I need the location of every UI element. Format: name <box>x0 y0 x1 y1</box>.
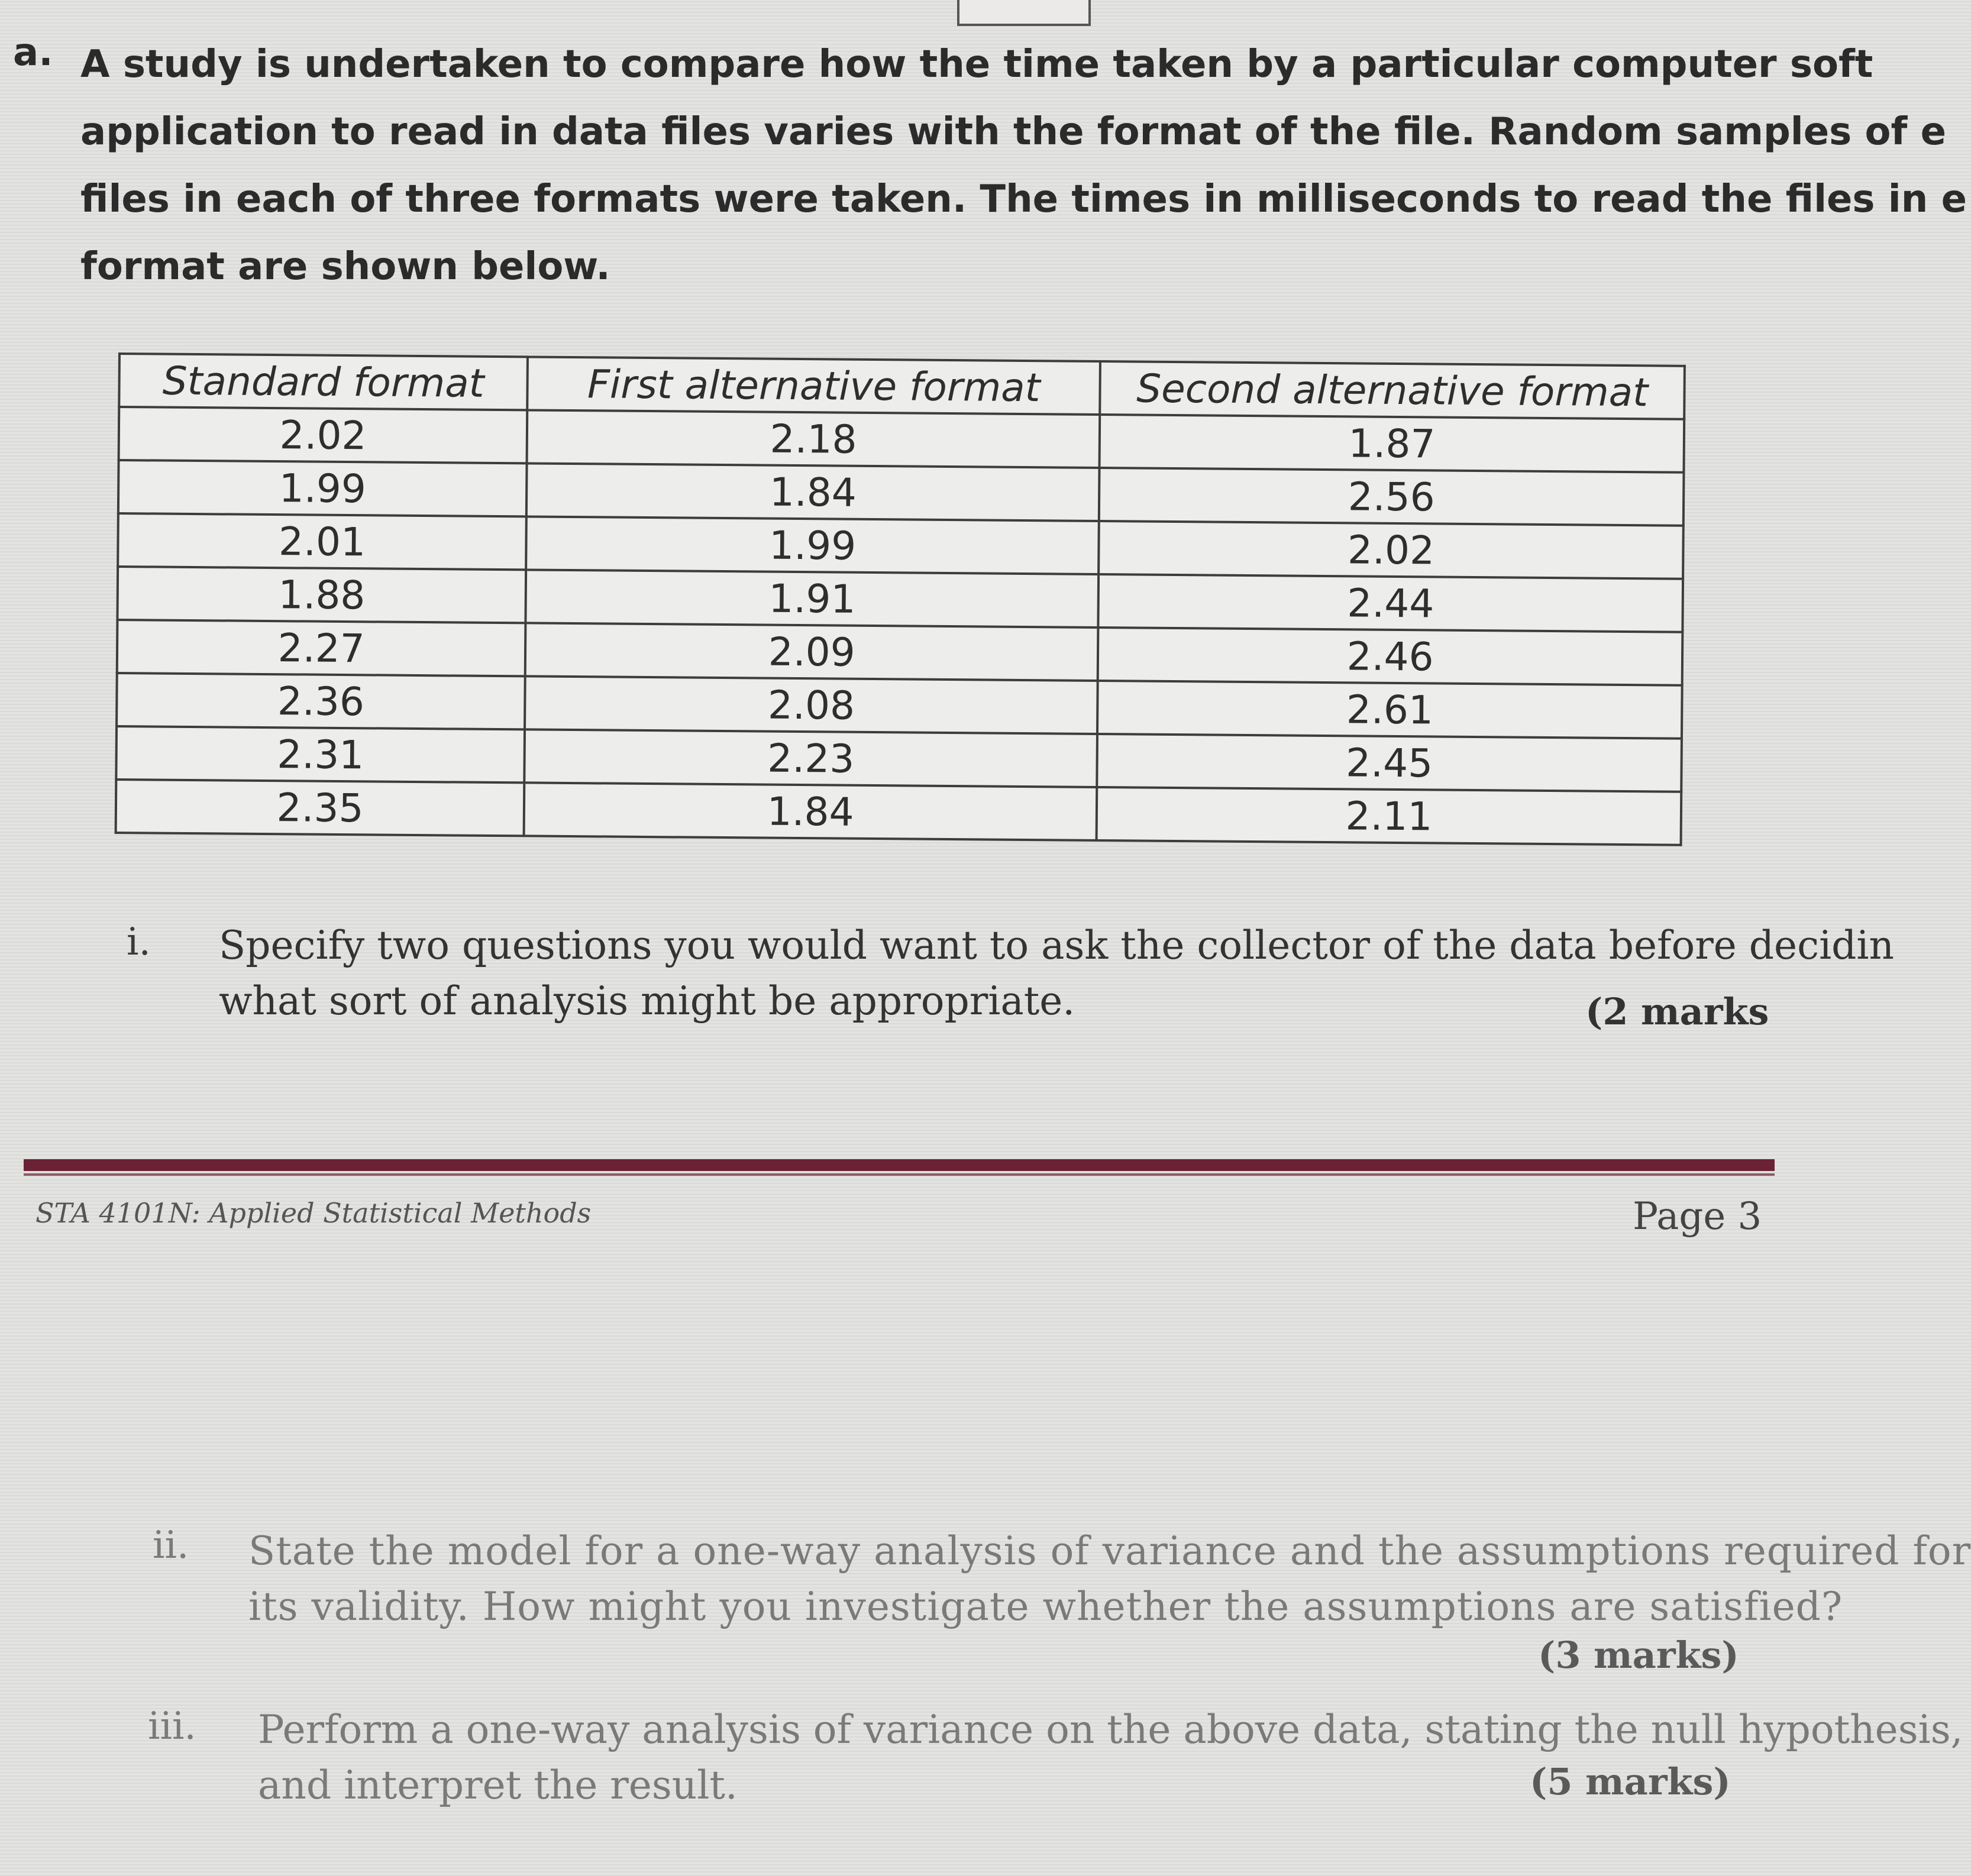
subquestion-number-ii: ii. <box>153 1524 189 1567</box>
table-cell: 2.36 <box>117 673 525 729</box>
table-cell: 2.01 <box>118 513 526 570</box>
table-cell: 1.88 <box>117 567 526 623</box>
table-cell: 1.84 <box>526 463 1100 521</box>
data-table <box>115 352 1686 846</box>
subquestion-line: Specify two questions you would want to ask the collector of the data before decidin <box>219 923 1895 968</box>
table-cell: 2.09 <box>525 623 1098 681</box>
subquestion-line: and interpret the result. <box>258 1762 738 1808</box>
table-cell: 2.18 <box>527 410 1100 468</box>
intro-line: application to read in data files varies with the format of the file. Random samples of e <box>80 110 1946 154</box>
intro-line: A study is undertaken to compare how the time taken by a particular computer soft <box>80 43 1873 86</box>
subquestion-marks-iii: (5 marks) <box>1530 1760 1731 1803</box>
table-cell: 2.56 <box>1099 468 1684 526</box>
table-cell: 2.61 <box>1097 681 1682 739</box>
column-header-first-alternative: First alternative format <box>527 357 1100 415</box>
intro-line: format are shown below. <box>80 245 610 289</box>
table-cell: 2.27 <box>117 620 526 676</box>
intro-line: files in each of three formats were taken. The times in milliseconds to read the files in e <box>80 177 1967 221</box>
subquestion-marks-i: (2 marks <box>1585 990 1769 1033</box>
subquestion-line: its validity. How might you investigate whether the assumptions are satisfied? <box>248 1584 1843 1629</box>
column-header-standard: Standard format <box>119 354 528 410</box>
table-cell: 2.11 <box>1097 787 1681 845</box>
table-cell: 2.31 <box>116 726 525 782</box>
table-cell: 2.02 <box>119 407 528 463</box>
table-cell: 2.35 <box>116 779 525 836</box>
subquestion-number-i: i. <box>127 920 151 964</box>
footer-rule <box>24 1159 1775 1171</box>
table-cell: 2.23 <box>524 729 1097 787</box>
question-intro <box>80 31 1967 300</box>
table-cell: 1.87 <box>1100 415 1684 473</box>
table-cell: 2.44 <box>1098 574 1683 632</box>
question-label: a. <box>13 31 53 75</box>
table-cell: 2.08 <box>525 676 1098 734</box>
table-cell: 1.91 <box>526 570 1099 628</box>
subquestion-line: what sort of analysis might be appropriate. <box>219 978 1075 1024</box>
subquestion-line: State the model for a one-way analysis of variance and the assumptions required for <box>248 1528 1971 1574</box>
subquestion-line: Perform a one-way analysis of variance on the above data, stating the null hypothesis, <box>258 1707 1963 1752</box>
footer-page-number: Page 3 <box>1633 1195 1762 1238</box>
subquestion-text-ii <box>248 1524 1971 1635</box>
table-cell: 2.02 <box>1098 521 1683 579</box>
subquestion-number-iii: iii. <box>148 1704 196 1748</box>
column-header-second-alternative: Second alternative format <box>1100 361 1684 419</box>
table-cell: 1.84 <box>524 782 1097 840</box>
footer-rule-thin <box>24 1173 1775 1176</box>
subquestion-marks-ii: (3 marks) <box>1538 1634 1739 1677</box>
table-cell: 1.99 <box>118 460 527 516</box>
table-cell: 2.45 <box>1097 734 1681 792</box>
table-cell: 1.99 <box>526 516 1099 574</box>
top-margin-box <box>957 0 1091 26</box>
footer-course: STA 4101N: Applied Statistical Methods <box>35 1197 592 1229</box>
table-cell: 2.46 <box>1098 628 1682 685</box>
